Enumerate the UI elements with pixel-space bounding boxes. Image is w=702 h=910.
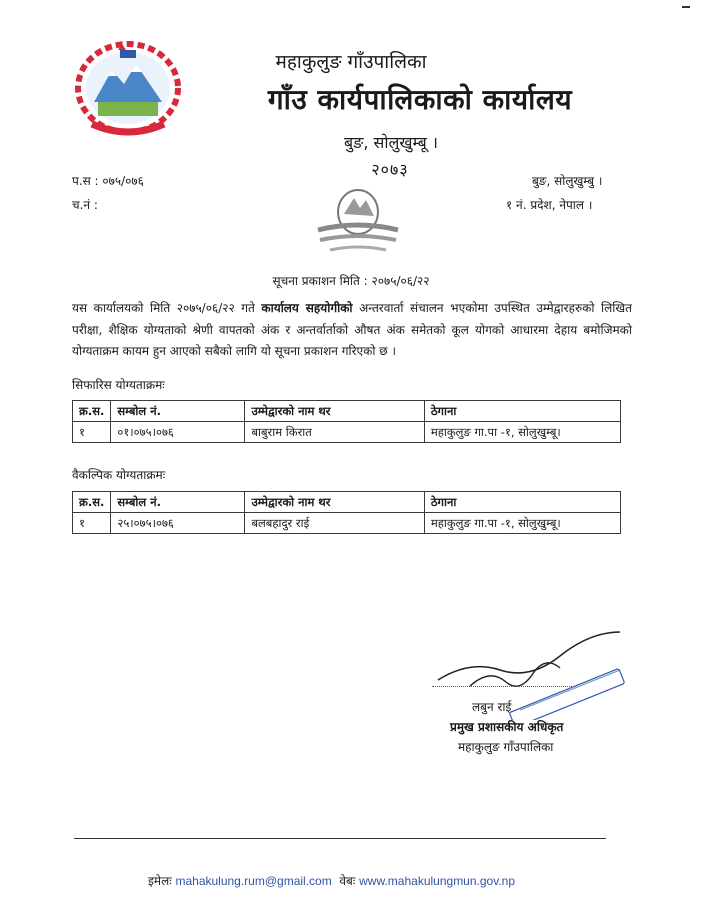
signatory-name: लबुन राई [472,700,512,714]
notice-body-part1: यस कार्यालयको मिति २०७५/०६/२२ गते [72,301,262,315]
office-address: बुङ, सोलुखुम्बू । [344,133,438,152]
col-candidate-name: उम्मेद्वारको नाम थर [245,492,424,513]
table-header-row [73,401,621,422]
notice-body-post: कार्यालय सहयोगीको [261,301,353,315]
signature-line [432,686,572,687]
table-header-row [73,492,621,513]
cell-roll-number: ०१।०७५।०७६ [111,422,245,443]
notice-body [72,298,632,363]
col-candidate-name: उम्मेद्वारको नाम थर [245,401,424,422]
cell-serial: १ [73,513,111,534]
alternate-list-title: वैकल्पिक योग्यताक्रमः [72,468,166,482]
col-roll-number: सम्बोल नं. [111,401,245,422]
email-label: इमेलः [148,874,172,888]
email-link[interactable]: mahakulung.rum@gmail.com [175,874,332,888]
province-name: १ नं. प्रदेश, नेपाल । [506,198,593,212]
notice-publish-date: सूचना प्रकाशन मिति : २०७५/०६/२२ [272,274,430,288]
signatory-title: प्रमुख प्रशासकीय अधिकृत [450,720,564,734]
col-serial: क्र.स. [73,492,111,513]
cell-roll-number: २५।०७५।०७६ [111,513,245,534]
col-address: ठेगाना [424,492,620,513]
alternate-table [72,491,621,534]
office-name: गाँउ कार्यपालिकाको कार्यालय [267,83,573,116]
municipality-name: महाकुलुङ गाँउपालिका [275,51,427,73]
website-label: वेबः [339,874,356,888]
recommended-list-title: सिफारिस योग्यताक्रमः [72,378,165,392]
reference-number: प.स : ०७५/०७६ [72,174,144,188]
footer-contact [148,872,515,889]
established-year: २०७३ [371,160,409,179]
cell-serial: १ [73,422,111,443]
cell-candidate-name: बलबहादुर राई [245,513,424,534]
table-row [73,513,621,534]
col-serial: क्र.स. [73,401,111,422]
cell-address: महाकुलुङ गा.पा -१, सोलुखुम्बू। [424,422,620,443]
place-name: बुङ, सोलुखुम्बु । [532,174,603,188]
footer-divider [74,838,606,839]
website-link[interactable]: www.mahakulungmun.gov.np [359,874,516,888]
dispatch-number: च.नं : [72,198,98,212]
recommended-table [72,400,621,443]
cell-candidate-name: बाबुराम किरात [245,422,424,443]
table-row [73,422,621,443]
scan-mark [682,6,690,8]
col-roll-number: सम्बोल नं. [111,492,245,513]
signatory-organization: महाकुलुङ गाँउपालिका [458,740,554,754]
office-seal-icon [308,182,408,266]
notice-body-part2: अन्तरवार्ता संचालन भएकोमा उपस्थित उम्मेद्वारहरुको लिखित परीक्षा, शैक्षिक योग्यताको श्रेणी वापतको अंक र अन्तर्वार्ताको औषत अंक समेतको कूल योगको आधारमा देहाय बमोजिमको योग्यताक्रम कायम हुन आएको सबैको लागि यो सूचना प्रकाशन गरिएको छ । [72,301,632,358]
cell-address: महाकुलुङ गा.पा -१, सोलुखुम्बू। [424,513,620,534]
col-address: ठेगाना [424,401,620,422]
signature-stamp-icon [430,620,640,720]
